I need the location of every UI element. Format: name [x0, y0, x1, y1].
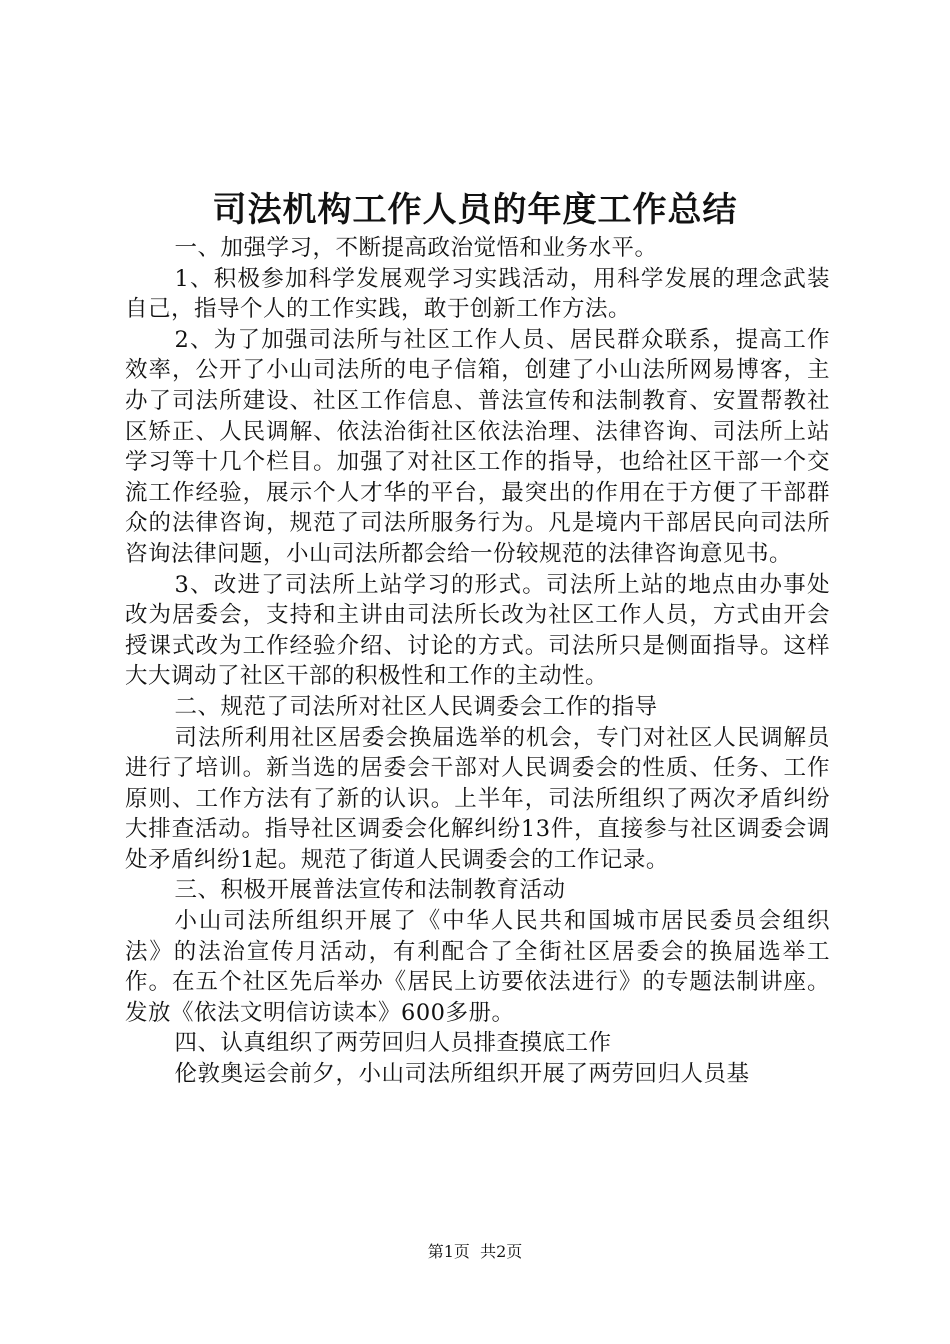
paragraph: 1、积极参加科学发展观学习实践活动，用科学发展的理念武装自己，指导个人的工作实践，敢于创新工作方法。: [125, 265, 830, 323]
paragraph: 2、为了加强司法所与社区工作人员、居民群众联系，提高工作效率，公开了小山司法所的电子信箱，创建了小山法所网易博客，主办了司法所建设、社区工作信息、普法宣传和法制教育、安置帮教社区矫正、人民调解、依法治街社区依法治理、法律咨询、司法所上站学习等十几个栏目。加强了对社区工作的指导，也给社区干部一个交流工作经验，展示个人才华的平台，最突出的作用在于方便了干部群众的法律咨询，规范了司法所服务行为。凡是境内干部居民向司法所咨询法律问题，小山司法所都会给一份较规范的法律咨询意见书。: [125, 326, 830, 567]
paragraph: 小山司法所组织开展了《中华人民共和国城市居民委员会组织法》的法治宣传月活动，有利配合了全街社区居委会的换届选举工作。在五个社区先后举办《居民上访要依法进行》的专题法制讲座。发放《依法文明信访读本》600多册。: [125, 908, 830, 1026]
document-title: 司法机构工作人员的年度工作总结: [212, 190, 738, 230]
paragraph: 四、认真组织了两劳回归人员排查摸底工作: [174, 1030, 612, 1057]
paragraph: 三、积极开展普法宣传和法制教育活动: [174, 877, 566, 904]
paragraph: 3、改进了司法所上站学习的形式。司法所上站的地点由办事处改为居委会，支持和主讲由司法所长改为社区工作人员，方式由开会授课式改为工作经验介绍、讨论的方式。司法所只是侧面指导。这样大大调动了社区干部的积极性和工作的主动性。: [125, 571, 830, 690]
page-number-current: 第1页: [427, 1242, 470, 1261]
page-footer: [0, 1242, 950, 1262]
paragraph: 伦敦奥运会前夕，小山司法所组织开展了两劳回归人员基: [174, 1061, 750, 1088]
document-body: [125, 233, 830, 1090]
paragraph: 二、规范了司法所对社区人民调委会工作的指导: [174, 693, 658, 720]
footer-spacer: [470, 1242, 480, 1261]
paragraph: 一、加强学习，不断提高政治觉悟和业务水平。: [174, 235, 658, 261]
paragraph: 司法所利用社区居委会换届选举的机会，专门对社区人民调解员进行了培训。新当选的居委会干部对人民调委会的性质、任务、工作原则、工作方法有了新的认识。上半年，司法所组织了两次矛盾纠纷大排查活动。指导社区调委会化解纠纷13件，直接参与社区调委会调处矛盾纠纷1起。规范了街道人民调委会的工作记录。: [125, 724, 830, 873]
page-number-total: 共2页: [480, 1242, 523, 1261]
